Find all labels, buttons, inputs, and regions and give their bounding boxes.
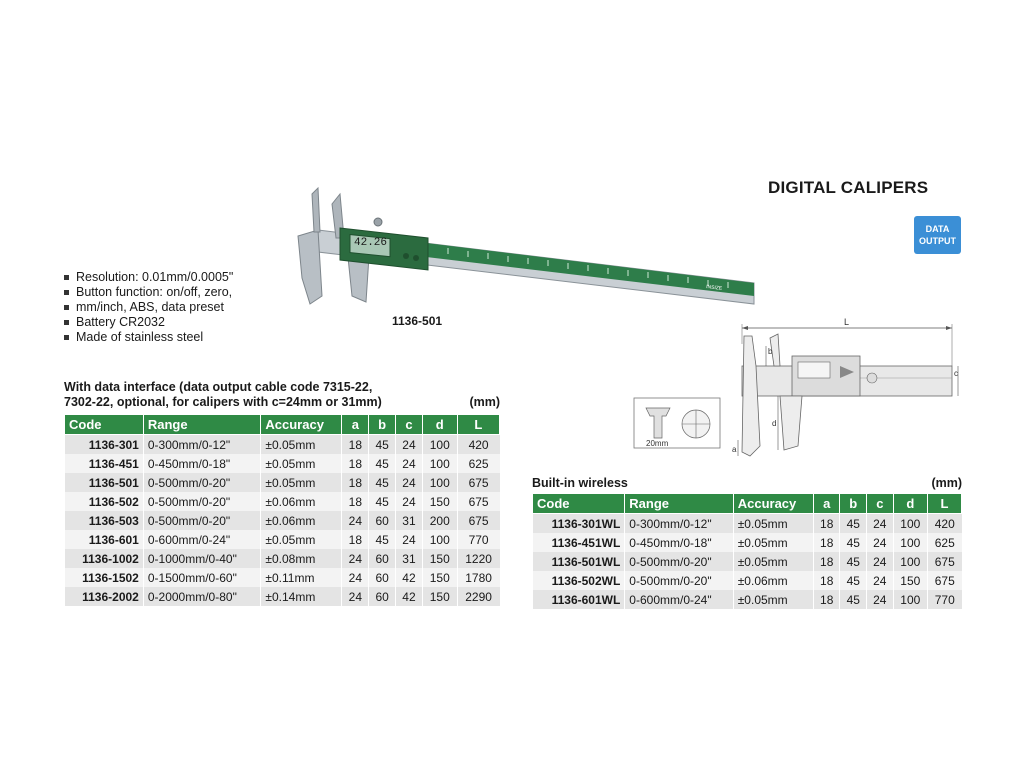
- cell-d: 150: [422, 587, 457, 606]
- cell-d: 100: [893, 552, 927, 571]
- col-c: c: [396, 415, 423, 435]
- cell-code: 1136-1002: [65, 549, 144, 568]
- cell-c: 24: [867, 514, 894, 534]
- cell-b: 45: [369, 435, 396, 455]
- col-code: Code: [65, 415, 144, 435]
- cell-a: 24: [342, 587, 369, 606]
- cell-d: 100: [422, 473, 457, 492]
- col-d: d: [893, 494, 927, 514]
- cell-c: 31: [396, 511, 423, 530]
- detail-size: 20mm: [646, 439, 669, 448]
- cell-range: 0-450mm/0-18": [625, 533, 733, 552]
- cell-a: 18: [342, 454, 369, 473]
- cell-L: 675: [928, 552, 962, 571]
- cell-b: 45: [840, 590, 867, 609]
- feature-item: Made of stainless steel: [62, 330, 233, 345]
- cell-d: 200: [422, 511, 457, 530]
- cell-b: 45: [840, 552, 867, 571]
- label-d: d: [772, 419, 777, 428]
- table1-caption-line1: With data interface (data output cable code 7315-22,: [64, 380, 373, 394]
- cell-accuracy: ±0.08mm: [261, 549, 342, 568]
- cell-b: 45: [840, 533, 867, 552]
- table-row: [533, 552, 962, 571]
- cell-L: 420: [457, 435, 499, 455]
- cell-code: 1136-301WL: [533, 514, 625, 534]
- cell-L: 675: [457, 492, 499, 511]
- feature-item: mm/inch, ABS, data preset: [62, 300, 233, 315]
- model-label: 1136-501: [392, 314, 443, 328]
- spec-table-wireless: [532, 493, 962, 609]
- cell-a: 18: [813, 514, 840, 534]
- display-reading: 42.26: [354, 237, 388, 249]
- cell-d: 100: [422, 530, 457, 549]
- cell-c: 42: [396, 587, 423, 606]
- col-a: a: [342, 415, 369, 435]
- cell-a: 18: [342, 473, 369, 492]
- cell-accuracy: ±0.05mm: [261, 530, 342, 549]
- data-output-badge: [914, 216, 961, 254]
- cell-range: 0-500mm/0-20": [143, 492, 261, 511]
- cell-code: 1136-601WL: [533, 590, 625, 609]
- cell-code: 1136-451WL: [533, 533, 625, 552]
- cell-d: 150: [422, 492, 457, 511]
- cell-range: 0-500mm/0-20": [143, 511, 261, 530]
- cell-a: 18: [342, 435, 369, 455]
- cell-L: 2290: [457, 587, 499, 606]
- col-accuracy: Accuracy: [261, 415, 342, 435]
- cell-range: 0-1500mm/0-60": [143, 568, 261, 587]
- cell-accuracy: ±0.06mm: [261, 492, 342, 511]
- cell-L: 675: [457, 473, 499, 492]
- cell-a: 18: [813, 571, 840, 590]
- cell-range: 0-500mm/0-20": [143, 473, 261, 492]
- table2-body: [533, 514, 962, 610]
- cell-accuracy: ±0.05mm: [261, 473, 342, 492]
- cell-accuracy: ±0.05mm: [733, 590, 813, 609]
- cell-accuracy: ±0.06mm: [261, 511, 342, 530]
- cell-range: 0-600mm/0-24": [625, 590, 733, 609]
- cell-c: 24: [396, 454, 423, 473]
- feature-item: Resolution: 0.01mm/0.0005": [62, 270, 233, 285]
- label-a: a: [732, 445, 737, 454]
- cell-a: 24: [342, 549, 369, 568]
- col-b: b: [369, 415, 396, 435]
- cell-a: 18: [342, 530, 369, 549]
- cell-code: 1136-1502: [65, 568, 144, 587]
- cell-c: 24: [867, 590, 894, 609]
- cell-code: 1136-501: [65, 473, 144, 492]
- feature-item: Battery CR2032: [62, 315, 233, 330]
- col-L: L: [928, 494, 962, 514]
- col-d: d: [422, 415, 457, 435]
- table1-unit: (mm): [469, 395, 500, 409]
- cell-c: 31: [396, 549, 423, 568]
- cell-a: 18: [342, 492, 369, 511]
- brand-mark: INSIZE: [705, 284, 723, 292]
- table1-caption: [64, 380, 500, 410]
- table-row: [533, 571, 962, 590]
- table-row: [65, 549, 500, 568]
- cell-d: 100: [422, 454, 457, 473]
- cell-d: 100: [893, 590, 927, 609]
- col-range: Range: [625, 494, 733, 514]
- cell-d: 150: [422, 568, 457, 587]
- label-b: b: [768, 347, 773, 356]
- cell-code: 1136-503: [65, 511, 144, 530]
- table1-caption-line2: 7302-22, optional, for calipers with c=24mm or 31mm): [64, 395, 382, 409]
- cell-b: 60: [369, 549, 396, 568]
- cell-b: 45: [369, 454, 396, 473]
- cell-accuracy: ±0.05mm: [261, 435, 342, 455]
- table2-unit: (mm): [931, 476, 962, 490]
- cell-range: 0-600mm/0-24": [143, 530, 261, 549]
- col-L: L: [457, 415, 499, 435]
- cell-b: 45: [369, 473, 396, 492]
- page-title: DIGITAL CALIPERS: [768, 178, 929, 197]
- cell-accuracy: ±0.05mm: [261, 454, 342, 473]
- cell-accuracy: ±0.05mm: [733, 533, 813, 552]
- cell-range: 0-1000mm/0-40": [143, 549, 261, 568]
- cell-c: 42: [396, 568, 423, 587]
- table2-caption: [532, 476, 962, 490]
- table1-body: [65, 435, 500, 607]
- cell-b: 60: [369, 511, 396, 530]
- cell-d: 100: [422, 435, 457, 455]
- feature-item: Button function: on/off, zero,: [62, 285, 233, 300]
- label-L: L: [844, 317, 850, 327]
- badge-line1: DATA: [925, 224, 950, 234]
- cell-accuracy: ±0.05mm: [733, 552, 813, 571]
- cell-b: 45: [369, 492, 396, 511]
- cell-a: 18: [813, 552, 840, 571]
- cell-code: 1136-301: [65, 435, 144, 455]
- cell-code: 1136-451: [65, 454, 144, 473]
- cell-b: 45: [840, 571, 867, 590]
- cell-range: 0-500mm/0-20": [625, 552, 733, 571]
- cell-accuracy: ±0.11mm: [261, 568, 342, 587]
- cell-code: 1136-502WL: [533, 571, 625, 590]
- cell-L: 1780: [457, 568, 499, 587]
- cell-accuracy: ±0.06mm: [733, 571, 813, 590]
- cell-a: 18: [813, 533, 840, 552]
- table2-caption-text: Built-in wireless: [532, 476, 628, 490]
- cell-c: 24: [867, 552, 894, 571]
- cell-d: 150: [422, 549, 457, 568]
- cell-code: 1136-501WL: [533, 552, 625, 571]
- table-row: [533, 514, 962, 534]
- col-a: a: [813, 494, 840, 514]
- feature-list: [62, 270, 233, 345]
- col-range: Range: [143, 415, 261, 435]
- cell-range: 0-500mm/0-20": [625, 571, 733, 590]
- dimension-drawing: [632, 316, 964, 462]
- cell-d: 100: [893, 514, 927, 534]
- table-row: [65, 454, 500, 473]
- cell-range: 0-300mm/0-12": [625, 514, 733, 534]
- table-row: [65, 473, 500, 492]
- cell-b: 60: [369, 587, 396, 606]
- col-code: Code: [533, 494, 625, 514]
- table-row: [65, 587, 500, 606]
- badge-line2: OUTPUT: [919, 236, 956, 246]
- cell-code: 1136-601: [65, 530, 144, 549]
- cell-b: 45: [369, 530, 396, 549]
- table-row: [65, 568, 500, 587]
- caliper-product-image: [288, 186, 758, 310]
- spec-table-data-interface: [64, 414, 500, 606]
- cell-c: 24: [396, 492, 423, 511]
- cell-L: 770: [457, 530, 499, 549]
- cell-L: 625: [928, 533, 962, 552]
- cell-code: 1136-2002: [65, 587, 144, 606]
- cell-a: 24: [342, 568, 369, 587]
- col-accuracy: Accuracy: [733, 494, 813, 514]
- cell-d: 100: [893, 533, 927, 552]
- cell-code: 1136-502: [65, 492, 144, 511]
- col-c: c: [867, 494, 894, 514]
- cell-L: 420: [928, 514, 962, 534]
- cell-c: 24: [396, 473, 423, 492]
- cell-L: 1220: [457, 549, 499, 568]
- cell-c: 24: [396, 530, 423, 549]
- cell-range: 0-2000mm/0-80": [143, 587, 261, 606]
- label-c: c: [954, 369, 958, 378]
- cell-range: 0-300mm/0-12": [143, 435, 261, 455]
- cell-b: 45: [840, 514, 867, 534]
- cell-c: 24: [867, 571, 894, 590]
- table-row: [65, 530, 500, 549]
- cell-a: 18: [813, 590, 840, 609]
- cell-range: 0-450mm/0-18": [143, 454, 261, 473]
- table-header-row: [533, 494, 962, 514]
- table-row: [65, 435, 500, 455]
- table-row: [533, 590, 962, 609]
- cell-L: 770: [928, 590, 962, 609]
- table-header-row: [65, 415, 500, 435]
- cell-d: 150: [893, 571, 927, 590]
- table-row: [533, 533, 962, 552]
- cell-L: 675: [928, 571, 962, 590]
- cell-b: 60: [369, 568, 396, 587]
- table-row: [65, 511, 500, 530]
- cell-accuracy: ±0.05mm: [733, 514, 813, 534]
- cell-L: 675: [457, 511, 499, 530]
- cell-L: 625: [457, 454, 499, 473]
- cell-accuracy: ±0.14mm: [261, 587, 342, 606]
- cell-c: 24: [396, 435, 423, 455]
- cell-a: 24: [342, 511, 369, 530]
- col-b: b: [840, 494, 867, 514]
- cell-c: 24: [867, 533, 894, 552]
- table-row: [65, 492, 500, 511]
